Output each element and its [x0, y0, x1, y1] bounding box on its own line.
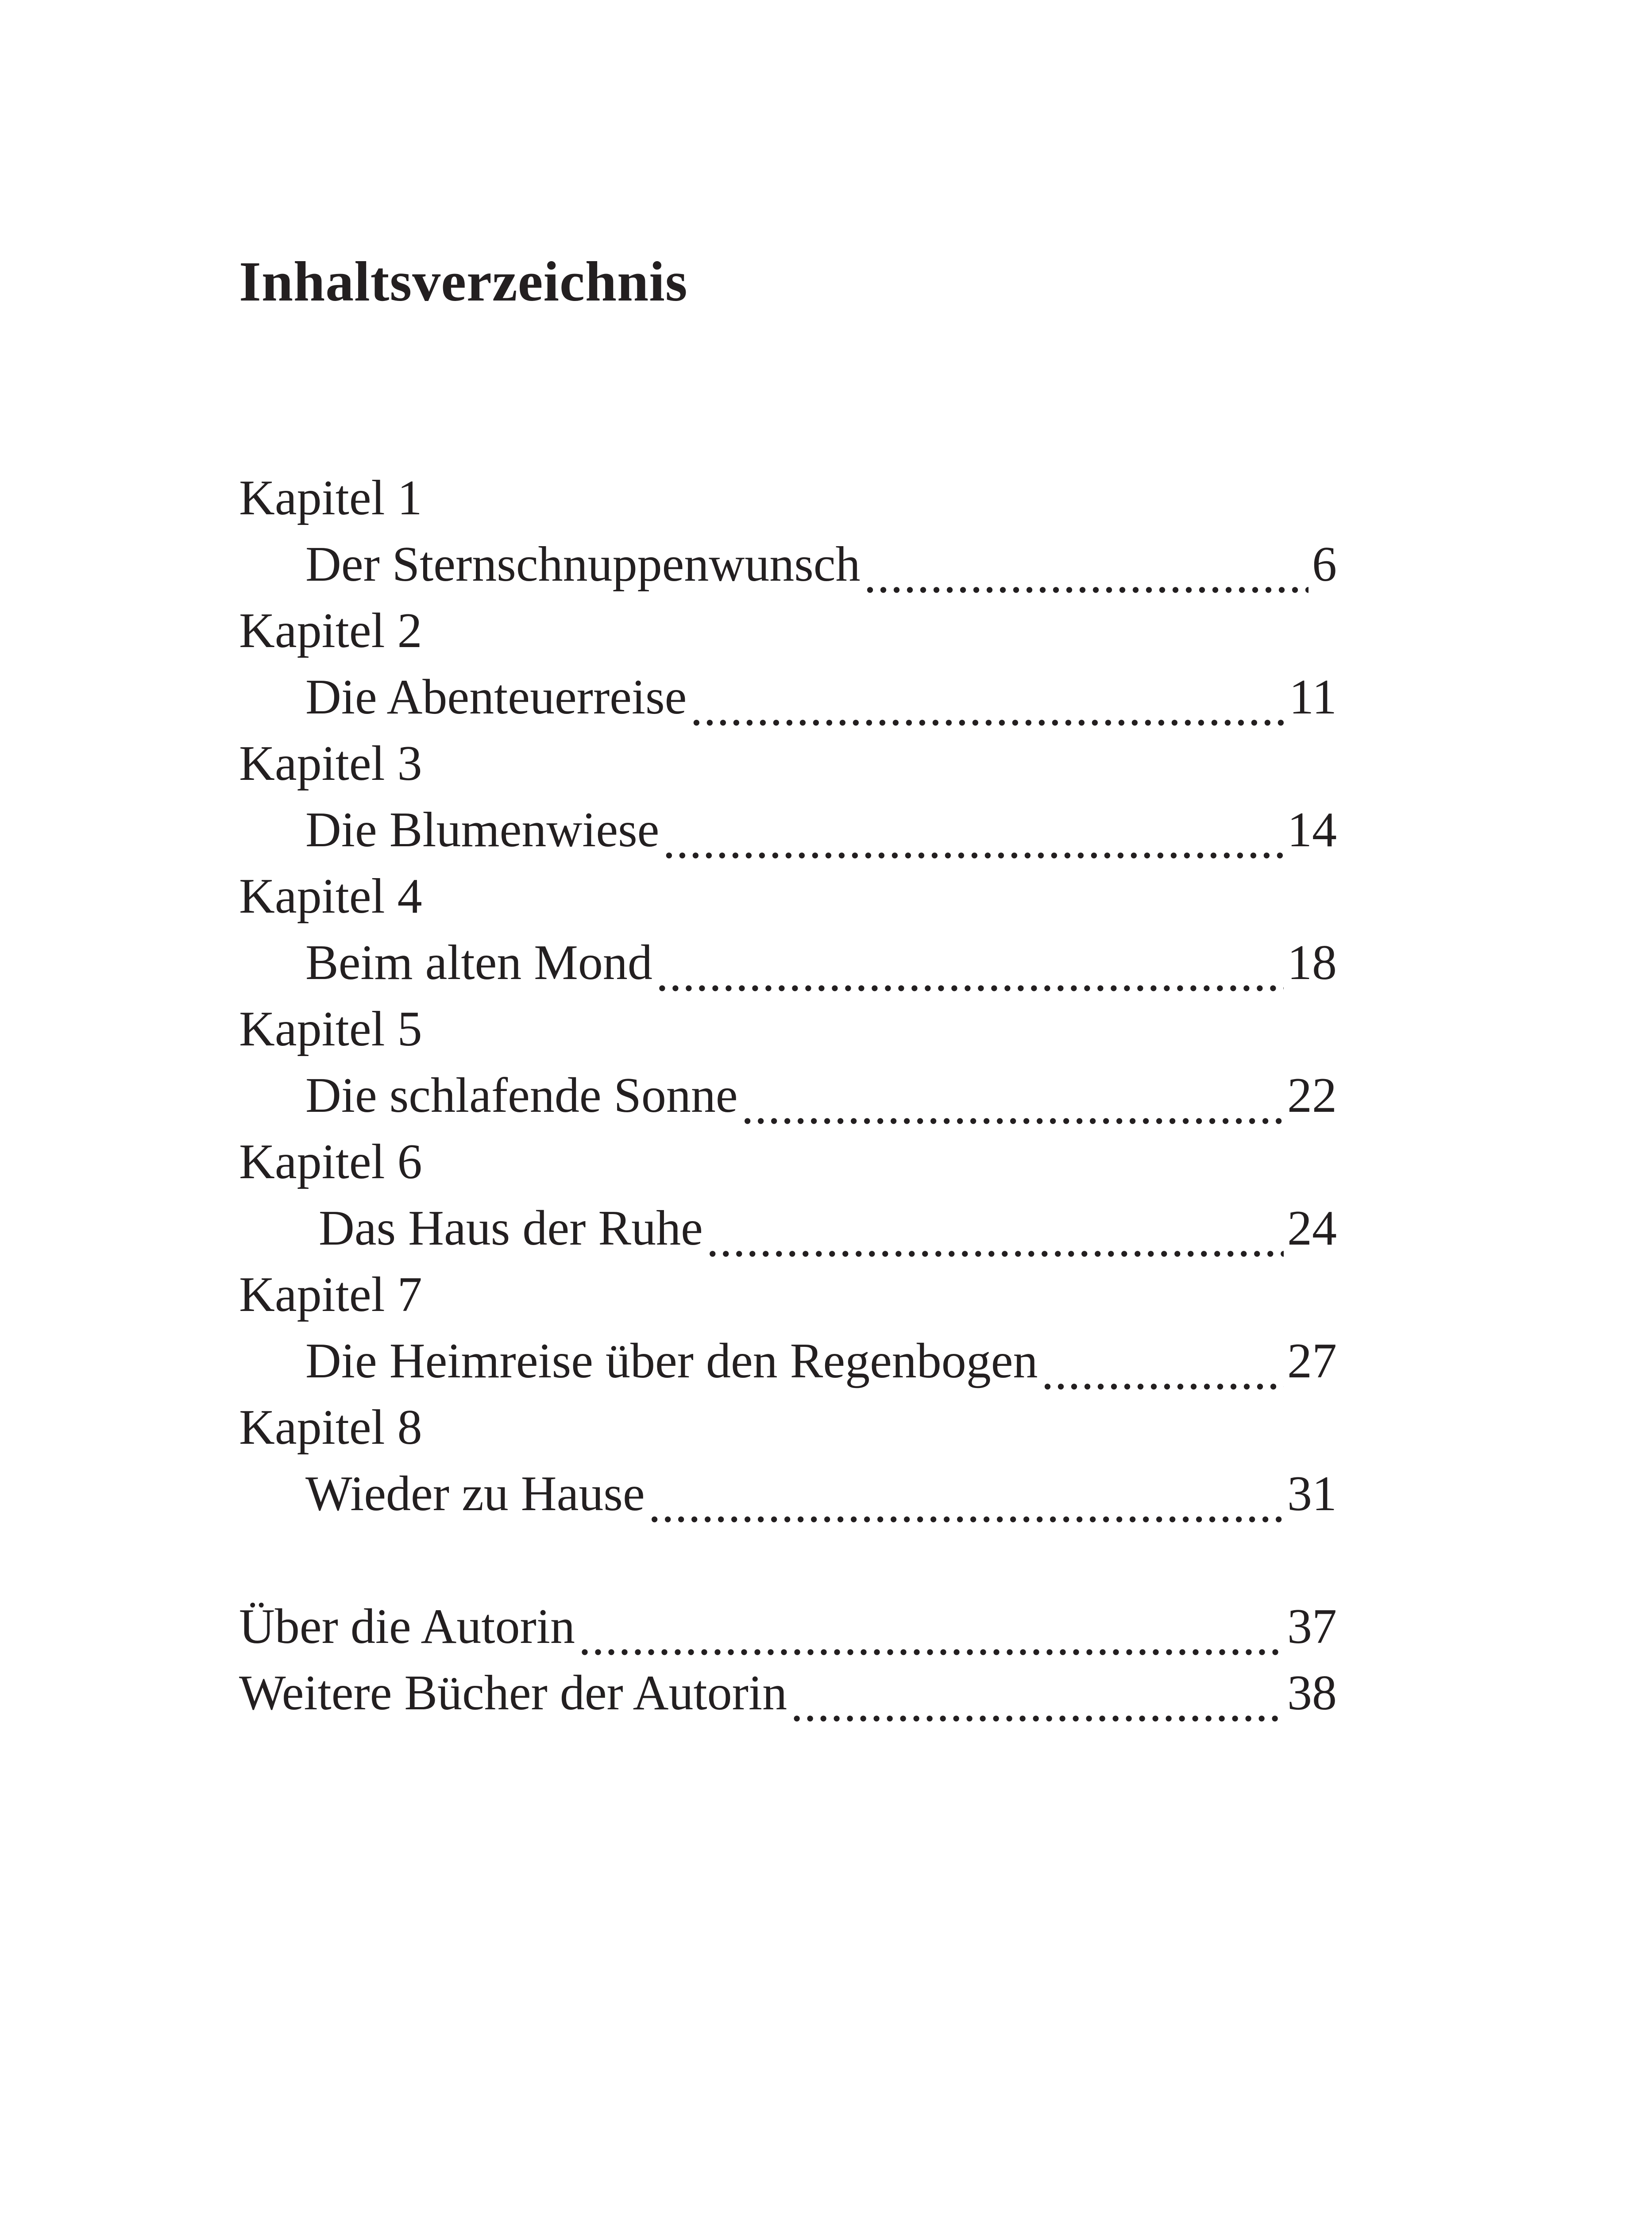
chapter-label: Kapitel 4 [239, 869, 422, 924]
page-number: 11 [1289, 670, 1337, 725]
dot-leader [648, 1480, 1284, 1525]
chapter-title: Beim alten Mond [305, 935, 652, 990]
dot-leader [791, 1680, 1284, 1724]
page-number: 38 [1287, 1666, 1337, 1720]
dot-leader [579, 1613, 1284, 1658]
section-spacer [239, 1527, 1337, 1593]
page-number: 27 [1287, 1334, 1337, 1388]
extra-title: Über die Autorin [239, 1599, 575, 1654]
page-number: 14 [1287, 802, 1337, 857]
toc-chapter-7 [239, 1261, 1337, 1394]
extra-title: Weitere Bücher der Autorin [239, 1666, 787, 1720]
toc-extra-entry [239, 1660, 1337, 1726]
page-number: 6 [1312, 537, 1337, 592]
chapter-label: Kapitel 6 [239, 1134, 422, 1189]
dot-leader [690, 684, 1285, 729]
page-number: 22 [1287, 1068, 1337, 1123]
dot-leader [663, 817, 1284, 861]
chapter-title: Die Abenteuerreise [305, 670, 687, 725]
page-number: 31 [1287, 1466, 1337, 1521]
chapter-title: Die Heimreise über den Regenbogen [305, 1334, 1038, 1388]
toc-entry [239, 797, 1337, 863]
page-number: 24 [1287, 1201, 1337, 1256]
dot-leader [741, 1082, 1284, 1127]
chapter-label: Kapitel 1 [239, 470, 422, 525]
toc-entry [239, 664, 1337, 730]
toc-extra-entry [239, 1593, 1337, 1660]
page-title: Inhaltsverzeichnis [239, 250, 688, 313]
page-number: 37 [1287, 1599, 1337, 1654]
toc-chapter-3 [239, 730, 1337, 863]
chapter-label: Kapitel 5 [239, 1002, 422, 1056]
dot-leader [706, 1215, 1284, 1260]
toc-entry [239, 1461, 1337, 1527]
page-number: 18 [1287, 935, 1337, 990]
chapter-title: Die Blumenwiese [305, 802, 660, 857]
toc-entry [239, 531, 1337, 598]
chapter-label: Kapitel 2 [239, 603, 422, 658]
toc-chapter-5 [239, 996, 1337, 1129]
toc-chapter-8 [239, 1394, 1337, 1527]
toc-entry [239, 1195, 1337, 1261]
toc-chapter-2 [239, 598, 1337, 730]
dot-leader [1042, 1348, 1284, 1392]
toc-chapter-1 [239, 465, 1337, 598]
chapter-label: Kapitel 8 [239, 1400, 422, 1455]
toc-entry [239, 1328, 1337, 1394]
toc-chapter-6 [239, 1129, 1337, 1261]
chapter-title: Die schlafende Sonne [305, 1068, 738, 1123]
toc-entry [239, 929, 1337, 996]
chapter-title: Wieder zu Hause [305, 1466, 645, 1521]
chapter-title: Das Haus der Ruhe [319, 1201, 703, 1256]
chapter-title: Der Sternschnuppenwunsch [305, 537, 861, 592]
toc-entry [239, 1062, 1337, 1129]
chapter-label: Kapitel 7 [239, 1267, 422, 1322]
dot-leader [864, 551, 1309, 596]
table-of-contents [239, 465, 1337, 1726]
toc-chapter-4 [239, 863, 1337, 996]
dot-leader [656, 949, 1284, 994]
chapter-label: Kapitel 3 [239, 736, 422, 791]
